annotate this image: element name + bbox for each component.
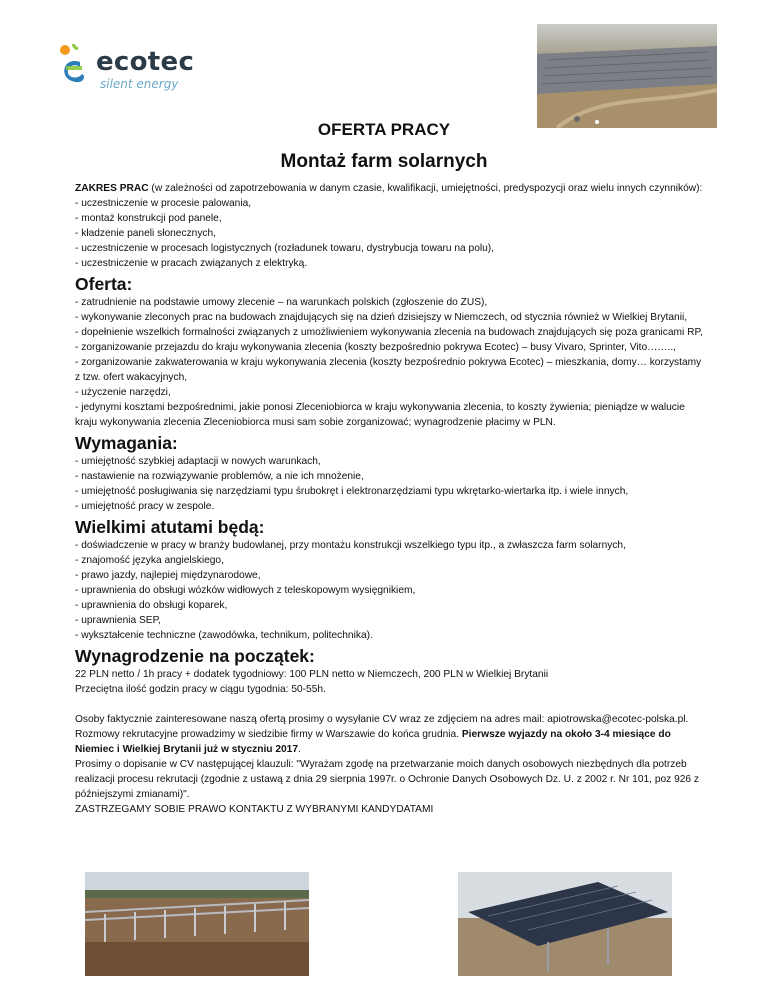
scope-list: [75, 196, 707, 271]
list-item: - użyczenie narzędzi,: [75, 387, 171, 398]
contact-paragraph: [75, 712, 707, 757]
list-item: - uprawnienia SEP,: [75, 615, 161, 626]
list-item: - zorganizowanie przejazdu do kraju wykonywania zlecenia (koszty bezpośrednio pokrywa Ecotec) – busy Vivaro, Sprinter, Vito……..,: [75, 342, 676, 353]
list-item: - uczestniczenie w pracach związanych z elektryką.: [75, 258, 308, 269]
advantages-heading: Wielkimi atutami będą:: [75, 517, 265, 537]
list-item: - umiejętność posługiwania się narzędziami typu śrubokręt i elektronarzędziami typu wkrętarko-wiertarka itp. i wiele innych,: [75, 486, 629, 497]
list-item: - doświadczenie w pracy w branży budowlanej, przy montażu konstrukcji wszelkiego typu itp., a zwłaszcza farm solarnych,: [75, 540, 626, 551]
scope-intro-text: (w zależności od zapotrzebowania w danym czasie, kwalifikacji, umiejętności, predyspozycji oraz wielu innych czynników):: [148, 183, 703, 194]
ecotec-mark-icon: [56, 42, 90, 96]
installed-panels-photo: [458, 872, 672, 976]
logo-wordmark: ecotec: [96, 47, 195, 77]
list-item: - dopełnienie wszelkich formalności związanych z umożliwieniem wykonywania zlecenia na budowach znajdujących się poza granicami RP,: [75, 327, 703, 338]
list-item: - zorganizowanie zakwaterowania w kraju wykonywania zlecenia (koszty bezpośrednio pokrywa Ecotec) – mieszkania, domy… korzystamy z tzw. ofert wakacyjnych,: [75, 357, 702, 383]
offer-list: [75, 295, 707, 430]
list-item: - zatrudnienie na podstawie umowy zlecenie – na warunkach polskich (zgłoszenie do ZUS),: [75, 297, 488, 308]
list-item: - uprawnienia do obsługi wózków widłowych z teleskopowym wysięgnikiem,: [75, 585, 416, 596]
list-item: - umiejętność szybkiej adaptacji w nowych warunkach,: [75, 456, 321, 467]
contact-text: Osoby faktycznie zainteresowane naszą ofertą prosimy o wysyłanie CV wraz ze zdjęciem na adres mail: apiotrowska@ecotec-polska.pl. Rozmowy rekrutacyjne prowadzimy w siedzibie firmy w Warszawie do końca grudnia.: [75, 714, 689, 740]
list-item: - uczestniczenie w procesach logistycznych (rozładunek towaru, dystrybucja towaru na polu),: [75, 243, 495, 254]
list-item: - uprawnienia do obsługi koparek,: [75, 600, 228, 611]
solar-farm-aerial-photo: [537, 24, 717, 128]
requirements-heading: Wymagania:: [75, 433, 178, 453]
list-item: - umiejętność pracy w zespole.: [75, 501, 215, 512]
reservation-note: ZASTRZEGAMY SOBIE PRAWO KONTAKTU Z WYBRANYMI KANDYDATAMI: [75, 804, 434, 815]
list-item: - montaż konstrukcji pod panele,: [75, 213, 222, 224]
offer-heading: Oferta:: [75, 274, 133, 294]
page-title: OFERTA PRACY: [317, 120, 451, 139]
requirements-list: [75, 454, 707, 514]
salary-hours: Przeciętna ilość godzin pracy w ciągu tygodnia: 50-55h.: [75, 684, 326, 695]
list-item: - znajomość języka angielskiego,: [75, 555, 224, 566]
contact-end: .: [298, 744, 301, 755]
list-item: - prawo jazdy, najlepiej międzynarodowe,: [75, 570, 261, 581]
list-item: - wykonywanie zleconych prac na budowach znajdujących się na dzień dzisiejszy w Niemczech, od stycznia również w Wielkiej Brytanii,: [75, 312, 688, 323]
list-item: - kładzenie paneli słonecznych,: [75, 228, 217, 239]
ecotec-logo: [56, 42, 216, 96]
scope-intro: [75, 181, 707, 196]
salary-heading: Wynagrodzenie na początek:: [75, 646, 315, 666]
consent-clause: Prosimy o dopisanie w CV następującej klauzuli: "Wyrażam zgodę na przetwarzanie moich danych osobowych niezbędnych dla potrzeb realizacji procesu rekrutacji (zgodnie z ustawą z dnia 29 sierpnia 1997r. o Ochronie Danych Osobowych Dz. U. z 2002 r. Nr 101, poz 926 z późniejszymi zmianami)".: [75, 759, 700, 800]
departure-info: Pierwsze wyjazdy na około 3-4 miesiące do Niemiec i Wielkiej Brytanii już w styczniu 2017: [75, 729, 671, 755]
list-item: - nastawienie na rozwiązywanie problemów, a nie ich mnożenie,: [75, 471, 364, 482]
page-subtitle: Montaż farm solarnych: [280, 151, 488, 172]
offer-content: [75, 181, 707, 817]
advantages-list: [75, 538, 707, 643]
list-item: - uczestniczenie w procesie palowania,: [75, 198, 252, 209]
logo-tagline: silent energy: [100, 77, 179, 91]
mounting-structures-photo: [85, 872, 309, 976]
scope-label: ZAKRES PRAC: [75, 183, 149, 194]
list-item: - jedynymi kosztami bezpośrednimi, jakie ponosi Zleceniobiorca w kraju wykonywania zlecenia, to koszty żywienia; pieniądze w walucie kraju wykonywania zlecenia Zleceniobiorca musi sam sobie zorganizować; wynagrodzenie płacimy w PLN.: [75, 402, 685, 428]
salary-rate: 22 PLN netto / 1h pracy + dodatek tygodniowy: 100 PLN netto w Niemczech, 200 PLN w Wielkiej Brytanii: [75, 669, 549, 680]
list-item: - wykształcenie techniczne (zawodówka, technikum, politechnika).: [75, 630, 373, 641]
